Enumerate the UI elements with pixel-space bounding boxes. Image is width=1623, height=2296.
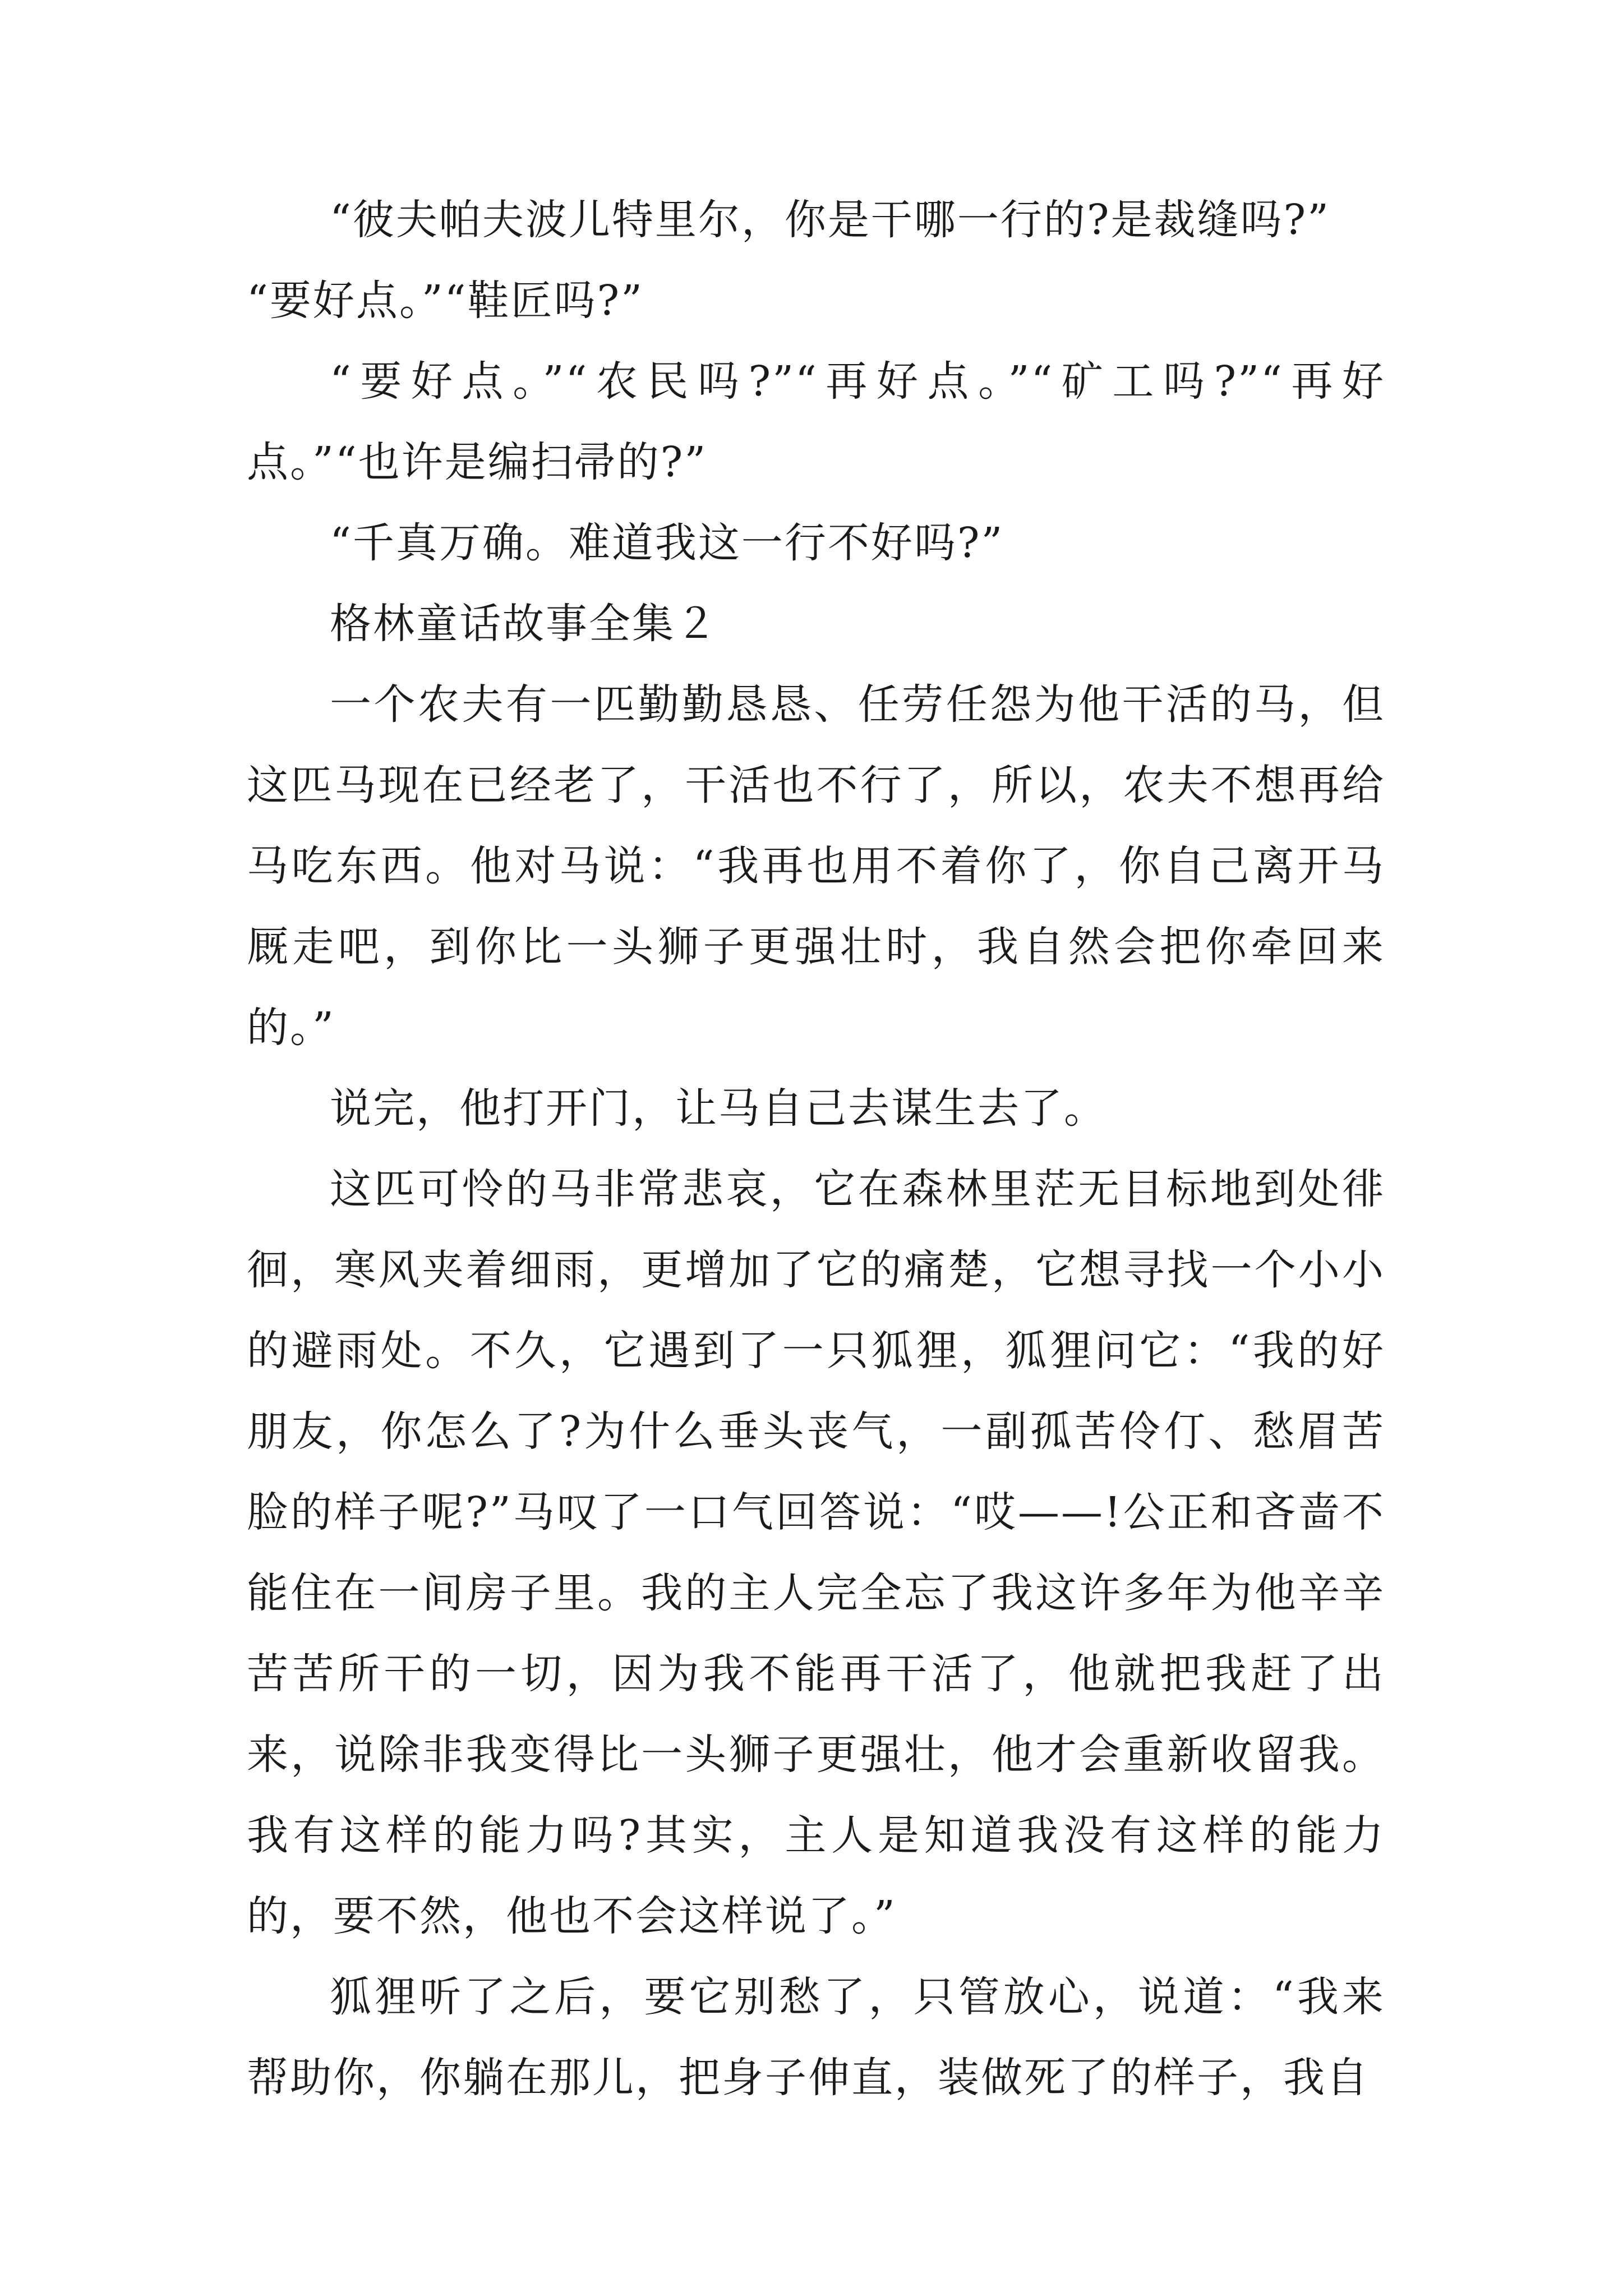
story-paragraph-1: 一个农夫有一匹勤勤恳恳、任劳任怨为他干活的马，但这匹马现在已经老了，干活也不行了，所以，农夫不想再给马吃东西。他对马说：“我再也用不着你了，你自己离开马厩走吧，到你比一头狮子更强壮时，我自然会把你牵回来的。” <box>247 680 1385 1052</box>
story-paragraph-4: 狐狸听了之后，要它别愁了，只管放心，说道：“我来帮助你，你躺在那儿，把身子伸直，装做死了的样子，我自 <box>247 1973 1385 2102</box>
dialogue-paragraph-4: “千真万确。难道我这一行不好吗?” <box>330 519 1004 567</box>
dialogue-paragraph-3: “要好点。”“农民吗?”“再好点。”“矿工吗?”“再好点。”“也许是编扫帚的?” <box>247 357 1385 486</box>
story-paragraph-2: 说完，他打开门，让马自己去谋生去了。 <box>330 1084 1107 1133</box>
story-paragraph-3: 这匹可怜的马非常悲哀，它在森林里茫无目标地到处徘徊，寒风夹着细雨，更增加了它的痛楚，它想寻找一个小小的避雨处。不久，它遇到了一只狐狸，狐狸问它：“我的好朋友，你怎么了?为什么垂头丧气，一副孤苦伶仃、愁眉苦脸的样子呢?”马叹了一口气回答说：“哎——!公正和吝啬不能住在一间房子里。我的主人完全忘了我这许多年为他辛辛苦苦所干的一切，因为我不能再干活了，他就把我赶了出来，说除非我变得比一头狮子更强壮，他才会重新收留我。我有这样的能力吗?其实，主人是知道我没有这样的能力的，要不然，他也不会这样说了。” <box>247 1165 1385 1940</box>
document-body <box>247 180 1385 2118</box>
dialogue-paragraph-1: “彼夫帕夫波儿特里尔，你是干哪一行的?是裁缝吗?” <box>330 196 1331 244</box>
dialogue-paragraph-2: “要好点。”“鞋匠吗?” <box>247 277 644 325</box>
section-title: 格林童话故事全集２ <box>330 600 718 648</box>
